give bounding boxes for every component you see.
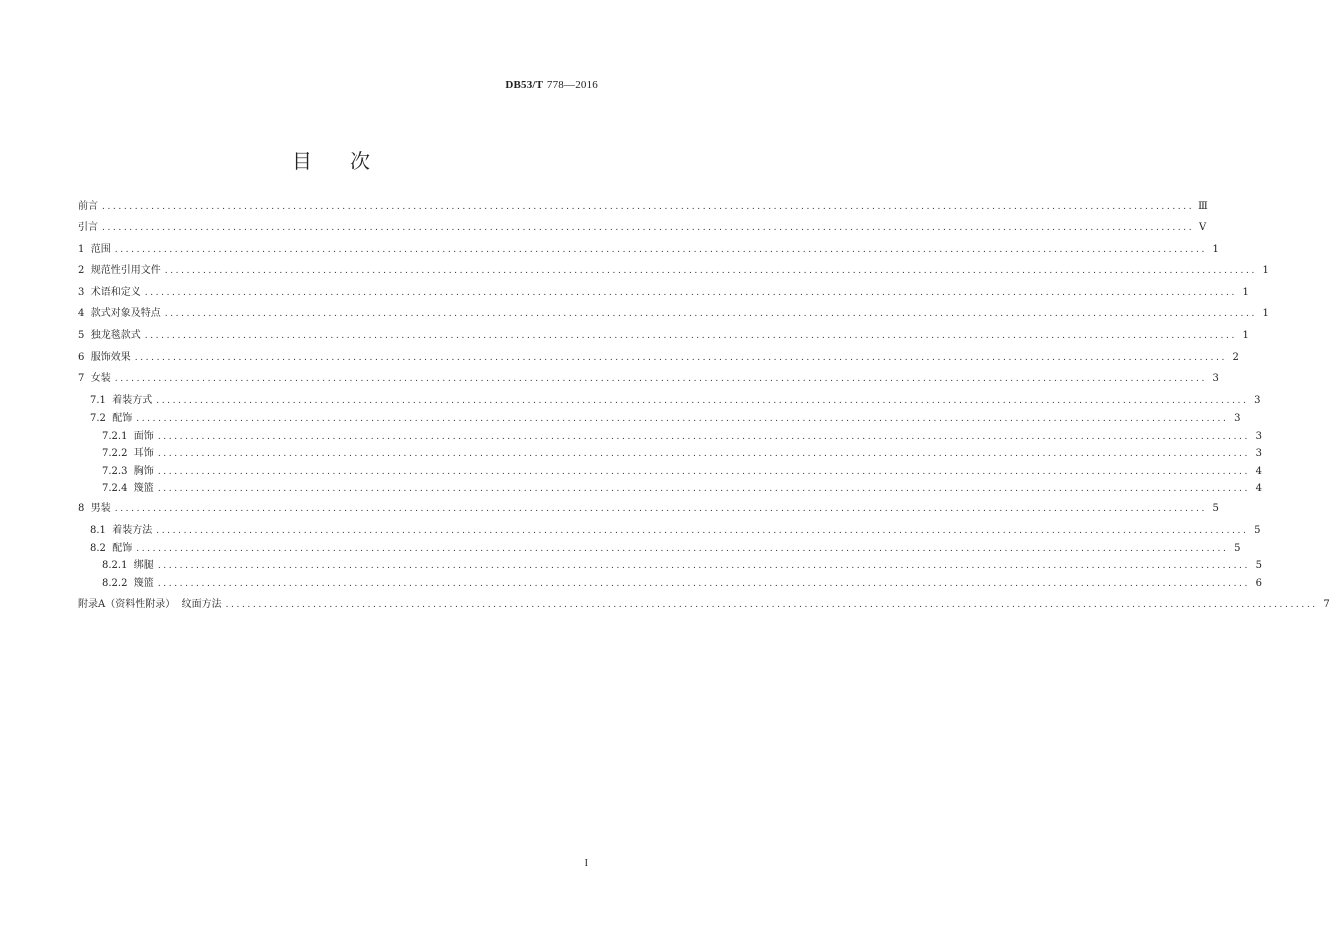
toc-entry-label: 2 规范性引用文件 xyxy=(78,265,161,276)
toc-entry-page: 7 xyxy=(1323,599,1330,610)
toc-entry-label: 附录A（资料性附录） 纹面方法 xyxy=(78,599,222,610)
toc-entry-page: 1 xyxy=(1212,244,1219,255)
toc-leader-dots: ........................................................................................................................................................................................................ xyxy=(157,467,1250,477)
toc-entry[interactable] xyxy=(78,411,1241,427)
toc-entry-page: 4 xyxy=(1255,483,1262,494)
toc-leader-dots: ........................................................................................................................................................................................................ xyxy=(157,484,1250,494)
toc-entry-label: 7.2.3 胸饰 xyxy=(102,466,154,477)
toc-entry-page: 3 xyxy=(1255,448,1262,459)
toc-leader-dots: ........................................................................................................................................................................................................ xyxy=(225,600,1318,610)
toc-entry-page: 5 xyxy=(1255,560,1262,571)
toc-entry-label: 7.2.4 篾篮 xyxy=(102,483,154,494)
toc-entry-page: 1 xyxy=(1262,265,1269,276)
toc-leader-dots: ........................................................................................................................................................................................................ xyxy=(164,309,1257,319)
toc-entry[interactable] xyxy=(78,199,1208,215)
page-title xyxy=(0,145,662,174)
toc-leader-dots: ........................................................................................................................................................................................................ xyxy=(136,414,1229,424)
toc-entry-label: 7.2.1 面饰 xyxy=(102,431,154,442)
toc-entry-label: 1 范围 xyxy=(78,244,111,255)
doc-code: DB53/T xyxy=(505,79,544,91)
toc-entry-label: 8.1 着装方法 xyxy=(90,525,153,536)
toc-entry-label: 8.2.2 篾篮 xyxy=(102,578,154,589)
toc-entry-label: 7.1 着装方式 xyxy=(90,395,153,406)
toc-leader-dots: ........................................................................................................................................................................................................ xyxy=(102,202,1195,212)
toc-entry-page: 3 xyxy=(1254,395,1261,406)
toc-entry-page: 3 xyxy=(1212,373,1219,384)
toc-leader-dots: ........................................................................................................................................................................................................ xyxy=(144,288,1237,298)
toc-entry-page: 5 xyxy=(1234,543,1241,554)
toc-entry[interactable] xyxy=(78,558,1262,574)
title-char-2: 次 xyxy=(350,149,370,173)
toc-entry-label: 8 男装 xyxy=(78,503,111,514)
toc-entry-label: 7.2.2 耳饰 xyxy=(102,448,154,459)
toc-entry[interactable] xyxy=(78,371,1219,387)
toc-leader-dots: ........................................................................................................................................................................................................ xyxy=(134,353,1227,363)
toc-leader-dots: ........................................................................................................................................................................................................ xyxy=(157,432,1250,442)
title-char-1: 目 xyxy=(292,149,312,173)
toc-entry[interactable] xyxy=(78,393,1261,409)
toc-entry-page: 4 xyxy=(1255,466,1262,477)
toc-entry[interactable] xyxy=(78,263,1269,279)
toc-leader-dots: ........................................................................................................................................................................................................ xyxy=(157,561,1250,571)
toc-entry-page: 1 xyxy=(1242,330,1249,341)
toc-entry-page: 1 xyxy=(1242,287,1249,298)
toc-entry-page: Ⅴ xyxy=(1198,222,1207,233)
toc-entry[interactable] xyxy=(78,285,1249,301)
toc-entry-page: 1 xyxy=(1262,308,1269,319)
toc-entry-label: 7 女装 xyxy=(78,373,111,384)
toc-entry[interactable] xyxy=(78,220,1207,236)
toc-entry-page: 5 xyxy=(1212,503,1219,514)
doc-number: 778—2016 xyxy=(546,79,598,91)
toc-entry[interactable] xyxy=(78,541,1241,557)
toc-entry-label: 6 服饰效果 xyxy=(78,352,131,363)
toc-entry-page: 6 xyxy=(1255,578,1262,589)
toc-leader-dots: ........................................................................................................................................................................................................ xyxy=(114,374,1207,384)
toc-leader-dots: ........................................................................................................................................................................................................ xyxy=(114,245,1207,255)
toc-entry[interactable] xyxy=(78,523,1261,539)
toc-entry[interactable] xyxy=(78,597,1330,613)
toc-entry[interactable] xyxy=(78,446,1262,462)
toc-entry[interactable] xyxy=(78,481,1262,497)
toc-entry[interactable] xyxy=(78,350,1239,366)
toc-entry[interactable] xyxy=(78,242,1219,258)
toc-entry-label: 3 术语和定义 xyxy=(78,287,141,298)
toc-leader-dots: ........................................................................................................................................................................................................ xyxy=(102,223,1195,233)
toc-entry-page: Ⅲ xyxy=(1198,201,1208,212)
toc-entry[interactable] xyxy=(78,501,1219,517)
toc-entry[interactable] xyxy=(78,306,1269,322)
toc-entry-page: 3 xyxy=(1234,413,1241,424)
toc-entry-label: 前言 xyxy=(78,201,98,212)
toc-entry-page: 3 xyxy=(1255,431,1262,442)
toc-entry-label: 4 款式对象及特点 xyxy=(78,308,161,319)
toc-entry[interactable] xyxy=(78,328,1249,344)
toc-leader-dots: ........................................................................................................................................................................................................ xyxy=(157,579,1250,589)
toc-leader-dots: ........................................................................................................................................................................................................ xyxy=(157,449,1250,459)
toc-entry[interactable] xyxy=(78,464,1262,480)
toc-entry-label: 7.2 配饰 xyxy=(90,413,133,424)
toc-entry-label: 8.2.1 绑腿 xyxy=(102,560,154,571)
toc-leader-dots: ........................................................................................................................................................................................................ xyxy=(144,331,1237,341)
toc-leader-dots: ........................................................................................................................................................................................................ xyxy=(156,396,1249,406)
toc-leader-dots: ........................................................................................................................................................................................................ xyxy=(164,266,1257,276)
toc-entry-label: 8.2 配饰 xyxy=(90,543,133,554)
toc-entry-label: 5 独龙毯款式 xyxy=(78,330,141,341)
toc-entry[interactable] xyxy=(78,576,1262,592)
toc-entry[interactable] xyxy=(78,429,1262,445)
toc-leader-dots: ........................................................................................................................................................................................................ xyxy=(156,526,1249,536)
toc-entry-label: 引言 xyxy=(78,222,98,233)
toc-leader-dots: ........................................................................................................................................................................................................ xyxy=(114,504,1207,514)
page-number: I xyxy=(584,858,588,869)
toc-leader-dots: ........................................................................................................................................................................................................ xyxy=(136,544,1229,554)
document-header xyxy=(505,78,598,91)
toc-entry-page: 5 xyxy=(1254,525,1261,536)
toc-entry-page: 2 xyxy=(1232,352,1239,363)
